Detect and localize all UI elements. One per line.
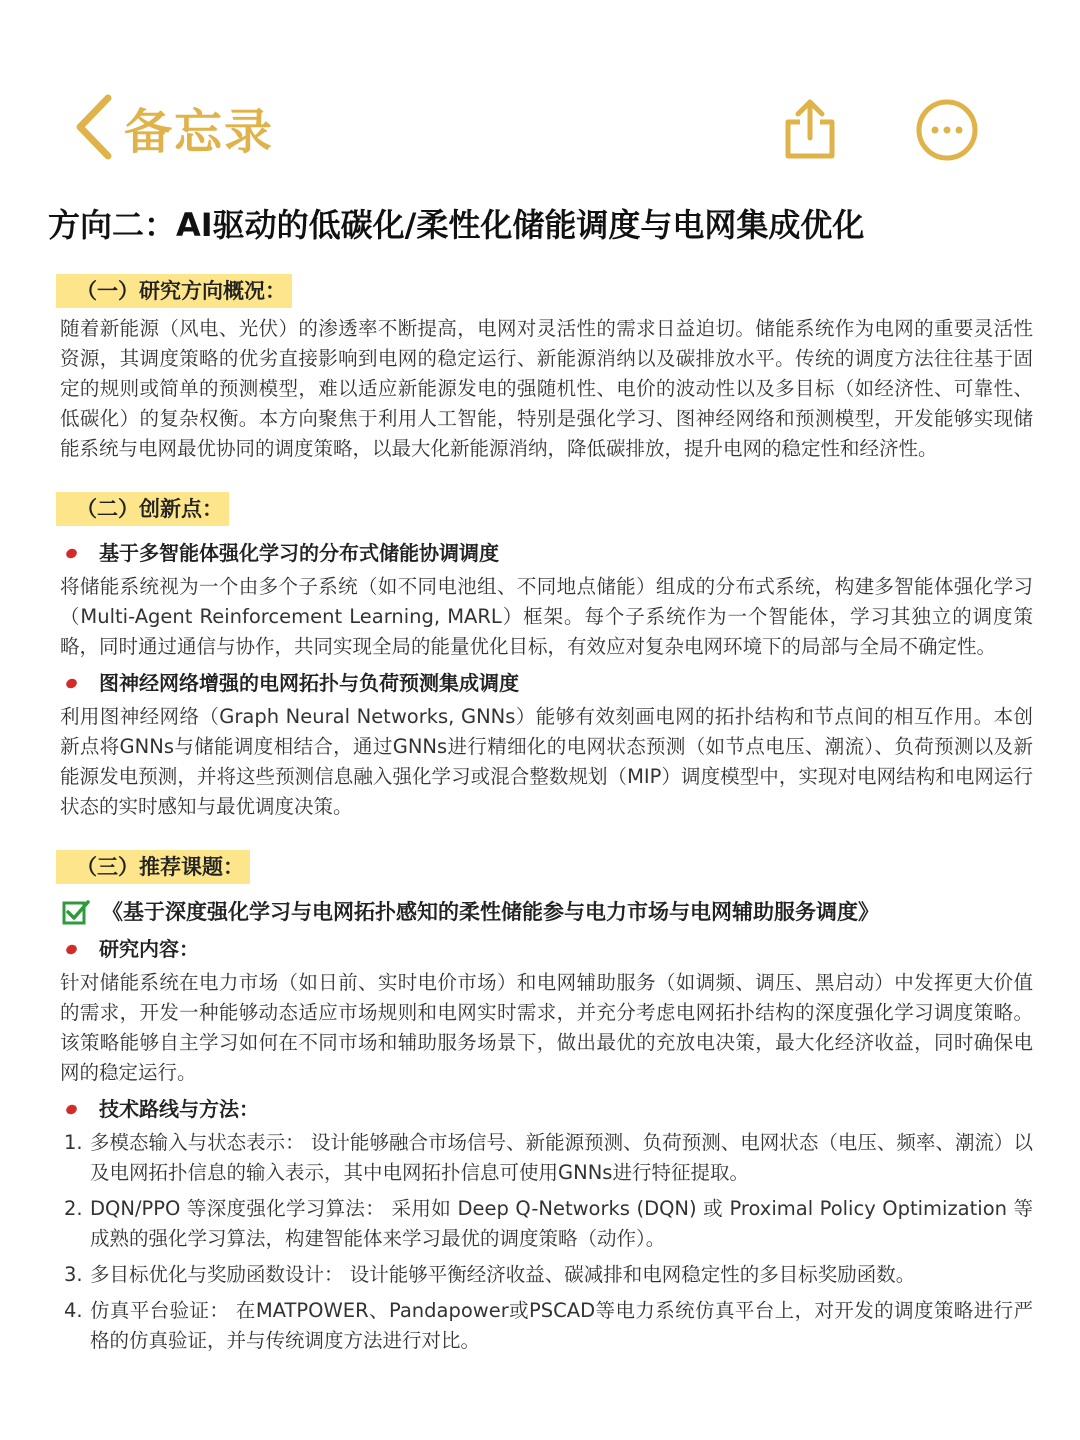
content-paragraph: 针对储能系统在电力市场（如日前、实时电价市场）和电网辅助服务（如调频、调压、黑启动）中发挥更大价值的需求，开发一种能够动态适应市场规则和电网实时需求，并充分考虑电网拓扑结构的深度强化学习调度策略。该策略能够自主学习如何在不同市场和辅助服务场景下，做出最优的充放电决策，最大化经济收益，同时确保电网的稳定运行。 bbox=[60, 971, 1033, 1084]
step-number: 3. bbox=[64, 1263, 83, 1286]
section-heading-overview: （一）研究方向概况： bbox=[56, 274, 292, 308]
bullet-dot-icon bbox=[65, 547, 79, 560]
step-text: 多目标优化与奖励函数设计： 设计能够平衡经济收益、碳减排和电网稳定性的多目标奖励函数。 bbox=[90, 1263, 916, 1286]
recommended-topic bbox=[62, 896, 1033, 928]
content-bullet bbox=[66, 934, 1033, 964]
innovation-paragraph: 将储能系统视为一个由多个子系统（如不同电池组、不同地点储能）组成的分布式系统，构建多智能体强化学习（Multi-Agent Reinforcement Learning, MARL）框架。每个子系统作为一个智能体，学习其独立的调度策略，同时通过通信与协作，共同实现全局的能量优化目标，有效应对复杂电网环境下的局部与全局不确定性。 bbox=[60, 575, 1033, 658]
topic-title: 《基于深度强化学习与电网拓扑感知的柔性储能参与电力市场与电网辅助服务调度》 bbox=[102, 900, 879, 924]
step-text: DQN/PPO 等深度强化学习算法： 采用如 Deep Q-Networks (DQN) 或 Proximal Policy Optimization 等成熟的强化学习算法，构建智能体来学习最优的调度策略（动作）。 bbox=[90, 1197, 1033, 1250]
method-step bbox=[64, 1296, 1033, 1356]
back-label: 备忘录 bbox=[124, 103, 275, 160]
method-step bbox=[64, 1128, 1033, 1188]
innovation-bullet bbox=[66, 538, 1033, 568]
method-step bbox=[64, 1194, 1033, 1254]
innovation-title: 图神经网络增强的电网拓扑与负荷预测集成调度 bbox=[99, 671, 519, 695]
innovation-bullet bbox=[66, 668, 1033, 698]
step-number: 4. bbox=[64, 1299, 83, 1322]
step-text: 多模态输入与状态表示： 设计能够融合市场信号、新能源预测、负荷预测、电网状态（电压、频率、潮流）以及电网拓扑信息的输入表示，其中电网拓扑信息可使用GNNs进行特征提取。 bbox=[90, 1131, 1033, 1184]
method-step bbox=[64, 1260, 1033, 1290]
chevron-left-icon bbox=[70, 92, 116, 162]
step-number: 1. bbox=[64, 1131, 83, 1154]
innovation-title: 基于多智能体强化学习的分布式储能协调调度 bbox=[99, 541, 499, 565]
method-label: 技术路线与方法： bbox=[99, 1097, 259, 1121]
method-bullet bbox=[66, 1094, 1033, 1124]
content-label: 研究内容： bbox=[99, 937, 199, 961]
method-steps bbox=[64, 1128, 1033, 1356]
nav-bar bbox=[0, 0, 1080, 190]
note-title: 方向二：AI驱动的低碳化/柔性化储能调度与电网集成优化 bbox=[48, 206, 865, 244]
share-icon[interactable] bbox=[780, 98, 840, 160]
note-content bbox=[48, 200, 1033, 1362]
bullet-dot-icon bbox=[65, 1103, 79, 1116]
back-button[interactable] bbox=[70, 92, 274, 162]
checkbox-checked-icon bbox=[62, 899, 90, 925]
more-icon[interactable] bbox=[915, 98, 979, 162]
step-number: 2. bbox=[64, 1197, 83, 1220]
section-heading-topic: （三）推荐课题： bbox=[56, 850, 250, 884]
bullet-dot-icon bbox=[65, 677, 79, 690]
section-heading-innovation: （二）创新点： bbox=[56, 492, 229, 526]
step-text: 仿真平台验证： 在MATPOWER、Pandapower或PSCAD等电力系统仿真平台上，对开发的调度策略进行严格的仿真验证，并与传统调度方法进行对比。 bbox=[90, 1299, 1033, 1352]
bullet-dot-icon bbox=[65, 943, 79, 956]
innovation-paragraph: 利用图神经网络（Graph Neural Networks, GNNs）能够有效刻画电网的拓扑结构和节点间的相互作用。本创新点将GNNs与储能调度相结合，通过GNNs进行精细化的电网状态预测（如节点电压、潮流）、负荷预测以及新能源发电预测，并将这些预测信息融入强化学习或混合整数规划（MIP）调度模型中，实现对电网结构和电网运行状态的实时感知与最优调度决策。 bbox=[60, 705, 1033, 818]
overview-paragraph: 随着新能源（风电、光伏）的渗透率不断提高，电网对灵活性的需求日益迫切。储能系统作为电网的重要灵活性资源，其调度策略的优劣直接影响到电网的稳定运行、新能源消纳以及碳排放水平。传统的调度方法往往基于固定的规则或简单的预测模型，难以适应新能源发电的强随机性、电价的波动性以及多目标（如经济性、可靠性、低碳化）的复杂权衡。本方向聚焦于利用人工智能，特别是强化学习、图神经网络和预测模型，开发能够实现储能系统与电网最优协同的调度策略，以最大化新能源消纳，降低碳排放，提升电网的稳定性和经济性。 bbox=[60, 317, 1033, 460]
